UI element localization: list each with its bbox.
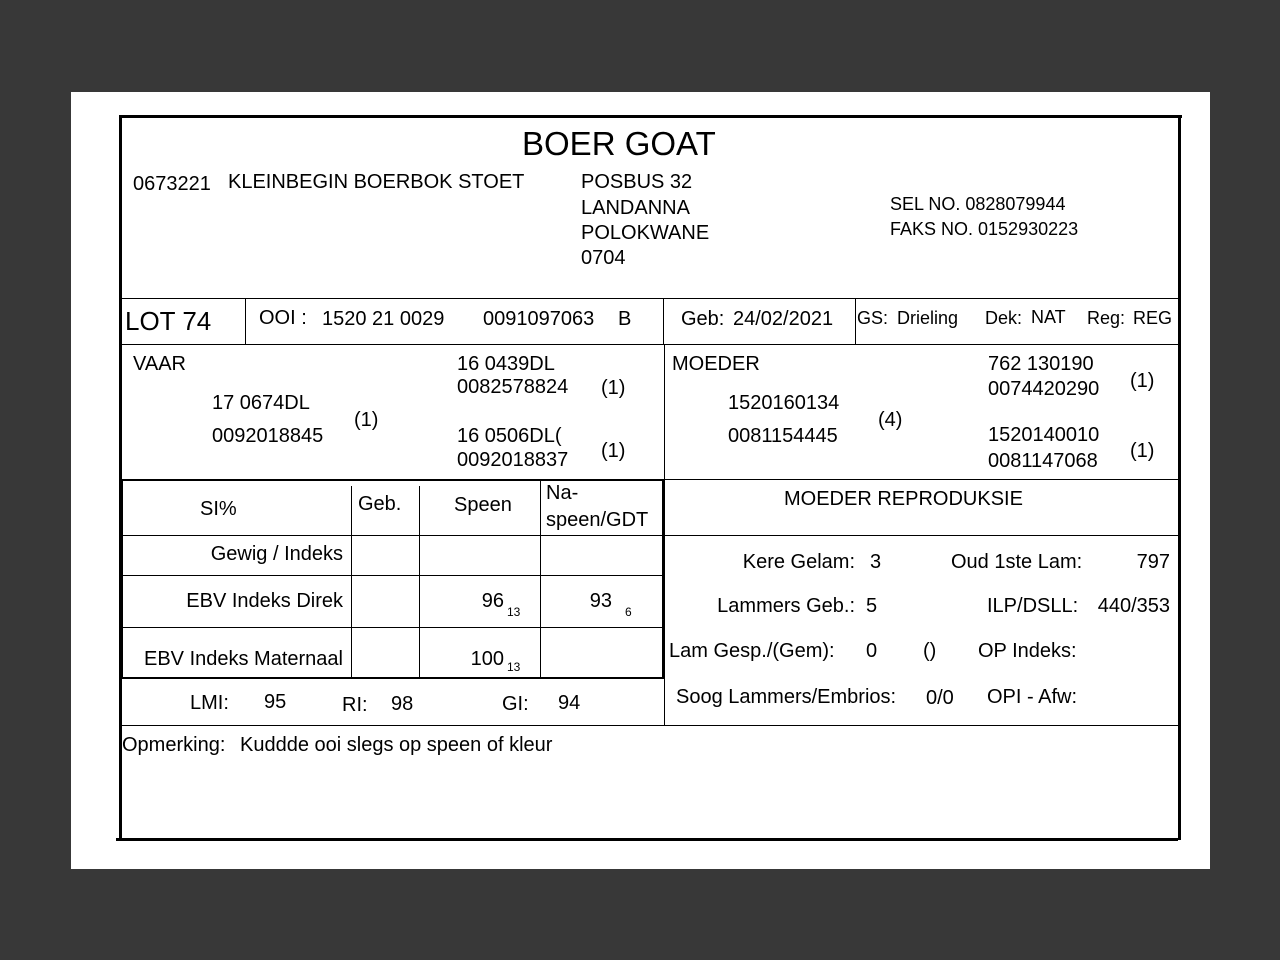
fax-number: FAKS NO. 0152930223	[890, 219, 1079, 239]
soog-value: 0/0	[926, 687, 954, 709]
soog-label: Soog Lammers/Embrios:	[676, 686, 897, 708]
naspeen-header: Na-	[546, 482, 579, 504]
ooi-id: 0091097063	[483, 308, 595, 330]
si-header: SI%	[200, 498, 237, 520]
reproduction-title: MOEDER REPRODUKSIE	[784, 488, 1023, 510]
ooi-number: 1520 21 0029	[322, 308, 445, 330]
gesp-value: 0	[866, 640, 878, 662]
page-title: BOER GOAT	[522, 125, 716, 162]
lammers-label: Lammers Geb.:	[717, 595, 855, 617]
ri-value: 98	[391, 693, 414, 715]
speen-value: 96	[481, 590, 504, 612]
opi-label: OPI - Afw:	[987, 686, 1078, 708]
breeder-code: 0673221	[133, 173, 211, 195]
dam-dam-id: 0081147068	[988, 450, 1098, 472]
dam-dam-count: (1)	[1130, 440, 1155, 462]
gi-value: 94	[558, 692, 581, 714]
address-line: POLOKWANE	[581, 222, 710, 244]
sire-sire-count: (1)	[601, 377, 626, 399]
birth-status-label: GS:	[857, 308, 889, 328]
naspeen-value: 93	[589, 590, 612, 612]
dam-label: MOEDER	[672, 353, 760, 375]
row-label: Gewig / Indeks	[210, 543, 343, 565]
dam-sire-id: 0074420290	[988, 378, 1100, 400]
birth-status: Drieling	[897, 308, 959, 328]
remarks-text: Kuddde ooi slegs op speen of kleur	[240, 734, 553, 756]
speen-value: 100	[470, 648, 504, 670]
gesp-average: ()	[923, 640, 937, 662]
lot-number: LOT 74	[125, 306, 212, 336]
dam-id: 0081154445	[728, 425, 838, 447]
sire-code: 17 0674DL	[212, 392, 310, 414]
address-line: POSBUS 32	[581, 171, 693, 193]
row-label: EBV Indeks Maternaal	[144, 648, 343, 670]
sire-label: VAAR	[133, 353, 186, 375]
ilp-label: ILP/DSLL:	[987, 595, 1079, 617]
mating-label: Dek:	[985, 308, 1023, 328]
ooi-class: B	[618, 308, 632, 330]
naspeen-header: speen/GDT	[546, 509, 649, 531]
op-label: OP Indeks:	[978, 640, 1077, 662]
dam-dam-code: 1520140010	[988, 424, 1100, 446]
ooi-label: OOI :	[259, 307, 307, 329]
lammers-value: 5	[866, 595, 878, 617]
speen-count: 13	[507, 660, 521, 674]
dam-code: 1520160134	[728, 392, 840, 414]
sire-count: (1)	[354, 409, 379, 431]
sire-sire-code: 16 0439DL	[457, 353, 555, 375]
birth-date-label: Geb:	[681, 308, 725, 330]
registration-value: REG	[1133, 308, 1173, 328]
sire-dam-id: 0092018837	[457, 449, 569, 471]
gi-label: GI:	[502, 693, 529, 715]
registration-label: Reg:	[1087, 308, 1126, 328]
sire-dam-count: (1)	[601, 440, 626, 462]
lmi-value: 95	[264, 691, 287, 713]
geb-header: Geb.	[358, 493, 402, 515]
breeder-name: KLEINBEGIN BOERBOK STOET	[228, 171, 525, 193]
address-line: 0704	[581, 247, 626, 269]
oud-label: Oud 1ste Lam:	[951, 551, 1083, 573]
oud-value: 797	[1136, 551, 1170, 573]
birth-date: 24/02/2021	[733, 308, 834, 330]
row-label: EBV Indeks Direk	[186, 590, 343, 612]
lmi-label: LMI:	[190, 692, 229, 714]
ri-label: RI:	[342, 694, 368, 716]
sire-sire-id: 0082578824	[457, 376, 569, 398]
speen-count: 13	[507, 605, 521, 619]
sire-id: 0092018845	[212, 425, 324, 447]
cell-number: SEL NO. 0828079944	[890, 194, 1066, 214]
gesp-label: Lam Gesp./(Gem):	[669, 640, 835, 662]
mating-value: NAT	[1031, 307, 1066, 327]
dam-sire-count: (1)	[1130, 370, 1155, 392]
ilp-value: 440/353	[1097, 595, 1170, 617]
speen-header: Speen	[454, 494, 512, 516]
kere-value: 3	[870, 551, 882, 573]
sire-dam-code: 16 0506DL(	[457, 425, 562, 447]
dam-sire-code: 762 130190	[988, 353, 1094, 375]
remarks-label: Opmerking:	[122, 734, 226, 756]
address-line: LANDANNA	[581, 197, 690, 219]
naspeen-count: 6	[625, 605, 632, 619]
dam-count: (4)	[878, 409, 903, 431]
kere-label: Kere Gelam:	[742, 551, 855, 573]
